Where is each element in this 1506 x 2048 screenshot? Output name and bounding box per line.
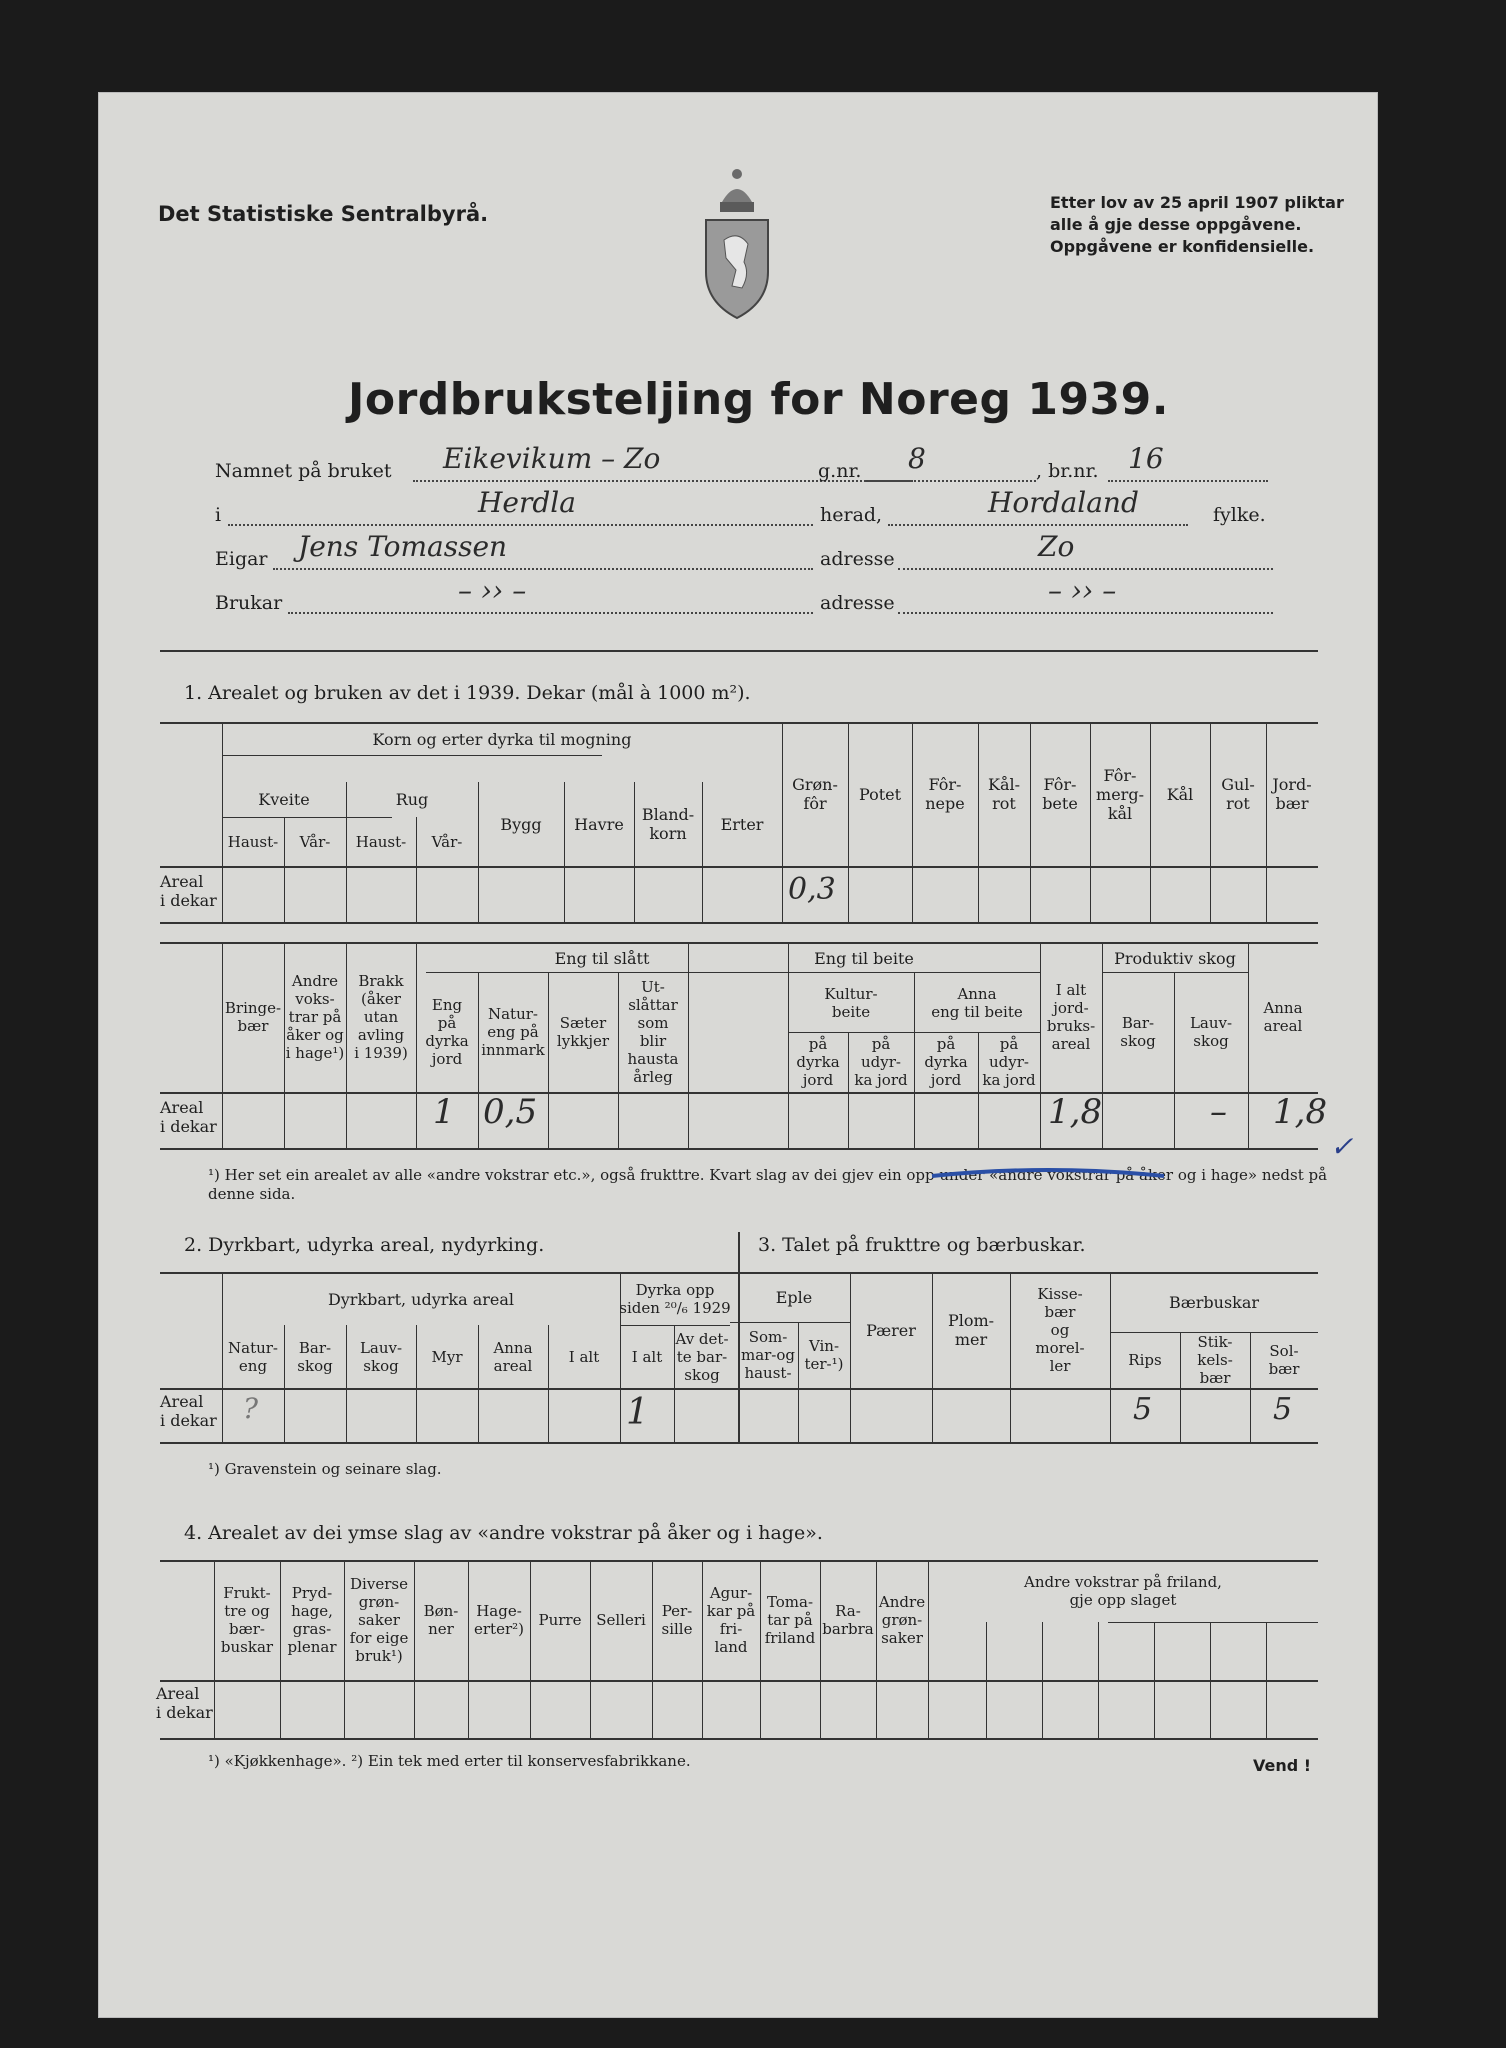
i-alt-value: 1,8: [1048, 1092, 1103, 1132]
gronfor-value: 0,3: [788, 872, 836, 907]
havre-header: Havre: [574, 814, 624, 834]
dyrkbart-group-header: Dyrkbart, udyrka areal: [327, 1289, 515, 1309]
eple-vinter-header: Vin- ter-¹): [804, 1337, 844, 1373]
dyrkbart-natureng-value: ?: [243, 1392, 259, 1425]
brukar-line: [288, 612, 813, 614]
anna-areal-value: –: [1210, 1092, 1227, 1132]
frukttre-header: Frukt- tre og bær- buskar: [220, 1584, 274, 1656]
prydhage-header: Pryd- hage, gras- plenar: [287, 1584, 337, 1656]
kissebaer-header: Kisse- bær og morel- ler: [1035, 1285, 1085, 1375]
kultur-udyrka-header: på udyr- ka jord: [854, 1035, 908, 1089]
blandkorn-header: Bland- korn: [641, 805, 695, 843]
row-line: [730, 1322, 850, 1323]
solbaer-header: Sol- bær: [1268, 1342, 1300, 1378]
dyrka-i-alt-value: 1: [626, 1392, 649, 1433]
form-page: [98, 92, 1378, 2018]
eple-header: Eple: [775, 1287, 813, 1307]
anna-areal-header: Anna areal: [1263, 999, 1303, 1035]
dyrkbart-natureng-header: Natur- eng: [228, 1339, 278, 1375]
rug-haust-header: Haust-: [355, 833, 407, 851]
rips-header: Rips: [1128, 1351, 1162, 1369]
potet-header: Potet: [858, 784, 902, 804]
vend-note: Vend !: [1253, 1756, 1312, 1775]
bygg-header: Bygg: [500, 814, 542, 834]
eigar-value: Jens Tomassen: [298, 530, 508, 563]
agency-name: Det Statistiske Sentralbyrå.: [158, 202, 489, 226]
col-line: [1266, 1622, 1267, 1738]
agurkar-header: Agur- kar på fri- land: [706, 1584, 756, 1656]
kultur-dyrka-header: på dyrka jord: [796, 1035, 840, 1089]
gnr-line: [866, 480, 1036, 482]
section3-heading: 3. Talet på frukttre og bærbuskar.: [758, 1234, 1086, 1256]
law-note: [1050, 192, 1344, 258]
rug-vaar-header: Vår-: [431, 833, 463, 851]
col-line: [1210, 1622, 1211, 1738]
table4-head-bottom: [160, 1680, 1318, 1682]
purre-header: Purre: [538, 1611, 582, 1629]
plommer-header: Plom- mer: [947, 1311, 995, 1349]
herad-label: herad,: [820, 504, 883, 526]
brukar-adresse-value: – ›› –: [1048, 574, 1117, 607]
eigar-adresse-label: adresse: [820, 548, 895, 570]
produktiv-skog-header: Produktiv skog: [1114, 948, 1236, 968]
table4-row-label: Areal i dekar: [156, 1684, 213, 1722]
andre-gronsaker-header: Andre grøn- saker: [878, 1593, 926, 1647]
brukar-adresse-label: adresse: [820, 592, 895, 614]
persille-header: Per- sille: [661, 1602, 693, 1638]
row-line: [620, 1325, 730, 1326]
saeter-header: Sæter lykkjer: [556, 1014, 610, 1050]
natureng-value: 0,5: [483, 1092, 538, 1132]
dyrka-i-alt-header: I alt: [631, 1348, 663, 1366]
row-line: [426, 972, 788, 973]
formergkal-header: Fôr- merg- kål: [1096, 765, 1144, 823]
brukar-value: – ›› –: [458, 574, 527, 607]
table2-row-label: Areal i dekar: [160, 1098, 217, 1136]
lauvskog-header: Lauv- skog: [1189, 1014, 1233, 1050]
divider: [160, 650, 1318, 652]
erter-header: Erter: [720, 814, 764, 834]
brnr-line: [1108, 480, 1268, 482]
table1-bottom: [160, 922, 1318, 924]
table1-sub-line: [222, 817, 392, 818]
diverse-gronsaker-header: Diverse grøn- saker for eige bruk¹): [349, 1575, 409, 1665]
namnet-value: Eikevikum – Zo: [443, 442, 661, 475]
check-mark-icon: ✓: [1330, 1130, 1354, 1163]
law-note-line: Etter lov av 25 april 1907 pliktar: [1050, 193, 1344, 212]
rips-value: 5: [1133, 1392, 1153, 1427]
i-alt-jordbruk-header: I alt jord- bruks- areal: [1046, 981, 1096, 1053]
bonner-header: Bøn- ner: [423, 1602, 459, 1638]
andre-vokstrar-header: Andre voks- trar på åker og i hage¹): [285, 972, 345, 1062]
section1-footnote: ¹) Her set ein arealet av alle «andre vokstrar etc.», også frukttre. Kvart slag av dei gjev ein opp under «andre vokstrar på åker og i hage» nedst på denne sida.: [208, 1166, 1328, 1203]
fornepe-header: Fôr- nepe: [925, 775, 965, 813]
table4-bottom: [160, 1738, 1318, 1740]
gnr-value: 8: [908, 442, 926, 475]
brukar-adresse-line: [898, 612, 1273, 614]
kalrot-header: Kål- rot: [987, 775, 1020, 813]
table2-head-bottom: [160, 1092, 1318, 1094]
solbaer-value: 5: [1273, 1392, 1293, 1427]
hageerter-header: Hage- erter²): [474, 1602, 524, 1638]
kveite-header: Kveite: [258, 789, 310, 809]
eigar-label: Eigar: [215, 548, 268, 570]
dyrkbart-lauvskog-header: Lauv- skog: [359, 1339, 403, 1375]
eple-sommar-header: Som- mar-og haust-: [740, 1328, 796, 1382]
gronfor-header: Grøn- fôr: [792, 775, 838, 813]
fylke-line: [888, 524, 1188, 526]
herad-value: Herdla: [478, 486, 576, 519]
utslattar-header: Ut- slåttar som blir hausta årleg: [627, 978, 679, 1086]
natureng-header: Natur- eng på innmark: [481, 1005, 545, 1059]
stikkelsbaer-header: Stik- kels- bær: [1197, 1333, 1233, 1387]
brnr-label: , br.nr.: [1036, 460, 1099, 482]
brnr-value: 16: [1128, 442, 1164, 475]
law-note-line: Oppgåvene er konfidensielle.: [1050, 237, 1315, 256]
col-line: [1042, 1622, 1043, 1738]
anna-eng-beite-header: Anna eng til beite: [931, 985, 1023, 1021]
row-line: [1102, 972, 1248, 973]
andre-friland-header: Andre vokstrar på friland, gje opp slaget: [1024, 1573, 1222, 1609]
section4-heading: 4. Arealet av dei ymse slag av «andre vokstrar på åker og i hage».: [184, 1522, 823, 1544]
eng-beite-header: Eng til beite: [814, 948, 914, 968]
kveite-haust-header: Haust-: [227, 833, 279, 851]
coat-of-arms-icon: [698, 162, 776, 322]
baerbuskar-header: Bærbuskar: [1168, 1292, 1260, 1312]
table2-bottom: [160, 1148, 1318, 1150]
dyrkbart-barskog-header: Bar- skog: [297, 1339, 333, 1375]
fylke-value: Hordaland: [988, 486, 1139, 519]
bringebaer-header: Bringe- bær: [224, 999, 282, 1035]
i-label: i: [215, 504, 222, 526]
herad-line: [228, 524, 813, 526]
jordbaer-header: Jord- bær: [1272, 775, 1312, 813]
eng-dyrka-header: Eng på dyrka jord: [425, 996, 469, 1068]
rabarbra-header: Ra- barbra: [822, 1602, 874, 1638]
tomatar-header: Toma- tar på friland: [764, 1593, 816, 1647]
eigar-line: [273, 568, 813, 570]
form-title: Jordbruksteljing for Noreg 1939.: [348, 374, 1169, 425]
col-line: [1098, 1622, 1099, 1738]
table1-row-label: Areal i dekar: [160, 872, 217, 910]
brakk-header: Brakk (åker utan avling i 1939): [354, 972, 408, 1062]
section2-footnote: ¹) Gravenstein og seinare slag.: [208, 1460, 442, 1478]
section4-footnote: ¹) «Kjøkkenhage». ²) Ein tek med erter til konservesfabrikkane.: [208, 1752, 691, 1770]
dyrkbart-myr-header: Myr: [431, 1348, 463, 1366]
law-note-line: alle å gje desse oppgåvene.: [1050, 215, 1302, 234]
kal-header: Kål: [1166, 784, 1194, 804]
paerer-header: Pærer: [866, 1320, 916, 1340]
col-line: [688, 942, 689, 1148]
kveite-vaar-header: Vår-: [299, 833, 331, 851]
forbete-header: Fôr- bete: [1042, 775, 1078, 813]
col-line: [986, 1622, 987, 1738]
row-line: [1108, 1622, 1318, 1623]
namnet-label: Namnet på bruket: [215, 460, 392, 482]
dyrka-opp-header: Dyrka opp siden ²⁰/₆ 1929: [619, 1281, 731, 1317]
dyrkbart-anna-header: Anna areal: [493, 1339, 533, 1375]
section1-heading: 1. Arealet og bruken av det i 1939. Dekar (mål à 1000 m²).: [184, 682, 751, 704]
section2-heading: 2. Dyrkbart, udyrka areal, nydyrking.: [184, 1234, 545, 1256]
eng-dyrka-value: 1: [433, 1092, 455, 1132]
barskog-header: Bar- skog: [1120, 1014, 1156, 1050]
dyrkbart-i-alt-header: I alt: [568, 1348, 600, 1366]
selleri-header: Selleri: [596, 1611, 646, 1629]
heile-arealet-value: 1,8: [1273, 1092, 1328, 1132]
pen-underline-icon: [928, 1164, 1168, 1184]
anna-udyrka-header: på udyr- ka jord: [982, 1035, 1036, 1089]
korn-group-header: Korn og erter dyrka til mogning: [372, 729, 632, 749]
brukar-label: Brukar: [215, 592, 283, 614]
anna-dyrka-header: på dyrka jord: [924, 1035, 968, 1089]
eigar-adresse-line: [898, 568, 1273, 570]
rug-header: Rug: [395, 789, 429, 809]
gnr-label: g.nr.: [818, 460, 862, 482]
fylke-label: fylke.: [1213, 504, 1266, 526]
table3-bottom: [160, 1442, 1318, 1444]
table1-group-line: [222, 755, 602, 756]
kulturbeite-header: Kultur- beite: [824, 985, 878, 1021]
table1-head-bottom: [160, 866, 1318, 868]
dyrka-barskog-header: Av det- te bar- skog: [675, 1330, 729, 1384]
table3-row-label: Areal i dekar: [160, 1392, 217, 1430]
eigar-adresse-value: Zo: [1038, 530, 1075, 563]
eng-slatt-header: Eng til slått: [554, 948, 650, 968]
col-line: [1154, 1622, 1155, 1738]
gulrot-header: Gul- rot: [1221, 775, 1255, 813]
